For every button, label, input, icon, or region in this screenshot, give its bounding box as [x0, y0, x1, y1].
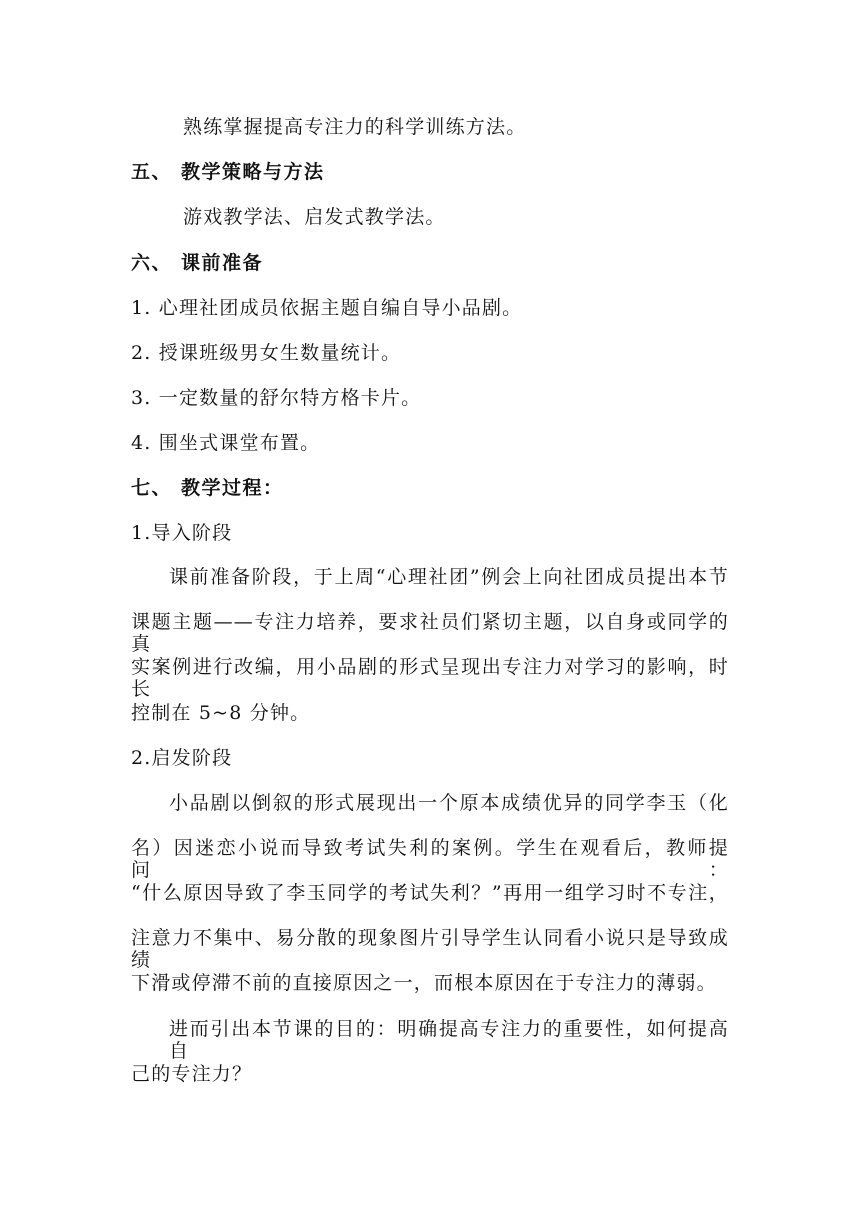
section-number: 六、 — [131, 252, 173, 274]
paragraph-line: 己的专注力？ — [131, 1063, 253, 1085]
paragraph-line: 课题主题——专注力培养，要求社员们紧切主题，以自身或同学的真 — [131, 611, 729, 655]
paragraph-line: 注意力不集中、易分散的现象图片引导学生认同看小说只是导致成绩 — [131, 927, 729, 971]
subsection-title-1: 1.导入阶段 — [131, 522, 233, 544]
prep-item-4: 4. 围坐式课堂布置。 — [131, 432, 321, 454]
section-title: 教学过程： — [181, 477, 284, 499]
section-number: 七、 — [131, 477, 173, 499]
section-title: 教学策略与方法 — [181, 161, 325, 183]
paragraph-line: 名）因迷恋小说而导致考试失利的案例。学生在观看后，教师提问： — [131, 837, 729, 881]
section-title: 课前准备 — [181, 252, 264, 274]
paragraph-line: 控制在 5~8 分钟。 — [131, 702, 311, 724]
section-number: 五、 — [131, 161, 173, 183]
prep-item-1: 1. 心理社团成员依据主题自编自导小品剧。 — [131, 297, 523, 319]
paragraph-line: 实案例进行改编，用小品剧的形式呈现出专注力对学习的影响，时长 — [131, 656, 729, 700]
prep-item-3: 3. 一定数量的舒尔特方格卡片。 — [131, 387, 422, 409]
paragraph-line: 课前准备阶段，于上周“心理社团”例会上向社团成员提出本节 — [169, 566, 729, 588]
strategy-line: 游戏教学法、启发式教学法。 — [183, 206, 446, 228]
prep-item-2: 2. 授课班级男女生数量统计。 — [131, 342, 402, 364]
paragraph-line: 进而引出本节课的目的：明确提高专注力的重要性，如何提高自 — [169, 1018, 729, 1062]
section-heading-5 — [131, 161, 325, 183]
objective-line: 熟练掌握提高专注力的科学训练方法。 — [183, 116, 527, 138]
paragraph-line: 小品剧以倒叙的形式展现出一个原本成绩优异的同学李玉（化 — [169, 792, 729, 814]
subsection-title-2: 2.启发阶段 — [131, 747, 233, 769]
section-heading-6 — [131, 252, 263, 274]
paragraph-line: 下滑或停滞不前的直接原因之一，而根本原因在于专注力的薄弱。 — [131, 972, 717, 994]
section-heading-7 — [131, 477, 284, 499]
paragraph-line: “什么原因导致了李玉同学的考试失利？”再用一组学习时不专注， — [131, 882, 729, 904]
